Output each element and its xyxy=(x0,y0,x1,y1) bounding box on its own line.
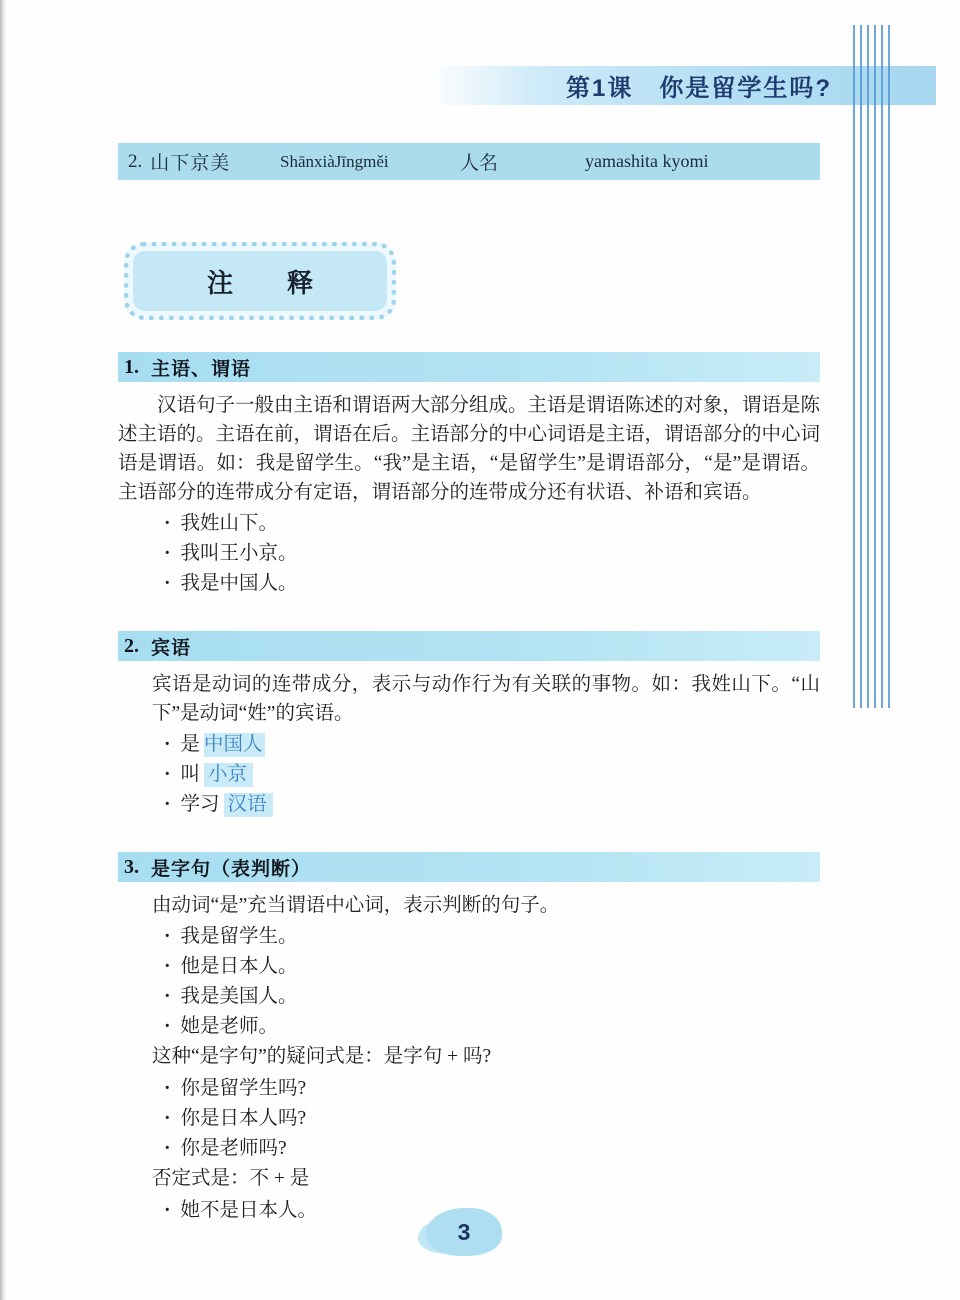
section-3-title: 是字句（表判断） xyxy=(151,858,312,880)
verb-text: 学习 xyxy=(180,794,220,815)
example-sentence: · 我叫王小京。 xyxy=(164,539,820,569)
highlighted-object: 汉语 xyxy=(224,793,273,817)
vocab-translation: yamashita kyomi xyxy=(585,151,709,171)
section-1-bullets xyxy=(164,509,820,599)
highlighted-object: 中国人 xyxy=(204,734,263,755)
example-object-phrase xyxy=(164,730,820,760)
question-form-line: 这种“是字句”的疑问式是：是字句 + 吗? xyxy=(152,1046,492,1067)
section-2-title: 宾语 xyxy=(151,637,192,659)
scan-edge-shadow xyxy=(0,0,7,1300)
section-2-paragraph: 宾语是动词的连带成分，表示与动作行为有关联的事物。如：我姓山下。“山下”是动词“姓”的宾语。 xyxy=(152,674,820,724)
page-content xyxy=(118,143,820,1226)
section-3-heading-bar xyxy=(118,852,820,882)
example-sentence: · 我是中国人。 xyxy=(164,569,820,599)
example-sentence: · 你是日本人吗? xyxy=(164,1104,820,1134)
section-2-heading-bar xyxy=(118,631,820,661)
section-1-paragraph: 汉语句子一般由主语和谓语两大部分组成。主语是谓语陈述的对象，谓语是陈述主语的。主语在前，谓语在后。主语部分的中心词语是主语，谓语部分的中心词语是谓语。如：我是留学生。“我”是主语，“是留学生”是谓语部分，“是”是谓语。主语部分的连带成分有定语，谓语部分的连带成分还有状语、补语和宾语。 xyxy=(118,395,821,503)
section-1-number: 1. xyxy=(124,355,139,378)
page-number-blob xyxy=(426,1208,502,1256)
lesson-title: 第1课 你是留学生吗? xyxy=(565,75,832,102)
notes-title: 注 释 xyxy=(206,267,327,298)
section-3-question-bullets xyxy=(164,1074,820,1164)
vocab-row xyxy=(118,143,820,180)
verb-text: 是 xyxy=(180,734,201,755)
highlighted-object: 小京 xyxy=(204,763,253,787)
example-object-phrase xyxy=(164,790,820,820)
vocab-word: 山下京美 xyxy=(150,153,231,174)
example-sentence: · 你是留学生吗? xyxy=(164,1074,820,1104)
section-1-heading-bar xyxy=(118,352,820,382)
page-number: 3 xyxy=(457,1218,471,1245)
example-sentence: · 她不是日本人。 xyxy=(164,1196,820,1226)
example-sentence: · 他是日本人。 xyxy=(164,952,820,982)
section-2-number: 2. xyxy=(124,634,139,657)
verb-text: 叫 xyxy=(180,764,201,785)
example-sentence: · 她是老师。 xyxy=(164,1012,820,1042)
negative-form-line: 否定式是：不 + 是 xyxy=(152,1168,310,1189)
vocab-part-of-speech: 人名 xyxy=(460,153,499,174)
vertical-lines-decoration xyxy=(853,25,890,708)
example-sentence: · 我姓山下。 xyxy=(164,509,820,539)
example-sentence: · 你是老师吗? xyxy=(164,1134,820,1164)
section-3-number: 3. xyxy=(124,855,139,878)
example-object-phrase xyxy=(164,760,820,790)
example-sentence: · 我是美国人。 xyxy=(164,982,820,1012)
notes-box-fill xyxy=(133,251,387,311)
notes-box xyxy=(124,242,396,320)
vocab-pinyin: ShānxiàJīngměi xyxy=(280,151,389,171)
section-3-example-bullets xyxy=(164,922,820,1042)
vocab-number: 2. xyxy=(128,150,143,172)
section-1-title: 主语、谓语 xyxy=(151,358,252,380)
section-2-bullets xyxy=(164,730,820,820)
section-3-paragraph: 由动词“是”充当谓语中心词，表示判断的句子。 xyxy=(152,895,560,916)
example-sentence: · 我是留学生。 xyxy=(164,922,820,952)
